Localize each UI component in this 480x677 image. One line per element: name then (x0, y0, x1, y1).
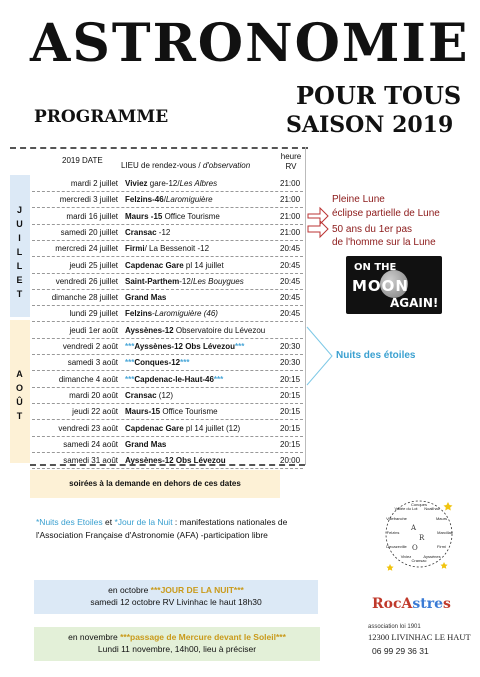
row-heure: 21:00 (280, 179, 301, 188)
table-row (30, 452, 305, 469)
manif-et: et (102, 517, 115, 527)
table-row (30, 273, 305, 290)
row-heure: 20:45 (280, 293, 301, 303)
row-lieu: Cransac -12 (125, 227, 171, 237)
row-heure: 20:30 (280, 342, 301, 351)
logo-ring-name: Firmi (437, 544, 446, 549)
table-bottom-divider (30, 464, 305, 466)
row-heure: 21:00 (280, 211, 301, 221)
col-header-lieu: LIEU de rendez-vous / d'observation (121, 161, 251, 170)
row-heure: 20:15 (280, 374, 301, 384)
row-date: jeudi 25 juillet (69, 260, 118, 270)
note-nuits-des-etoiles: Nuits des étoiles (336, 350, 416, 361)
arrow-icon (306, 220, 330, 240)
row-heure: 20:15 (280, 407, 301, 417)
row-heure: 20:00 (280, 456, 301, 466)
row-heure: 20:45 (280, 244, 301, 254)
row-heure: 21:00 (280, 227, 301, 237)
row-lieu: Felzins-Laromiguière (46) (125, 309, 218, 319)
logo-ring-name: Conques (410, 502, 428, 507)
mercure-line1: en novembre ***passage de Mercure devant le Soleil*** (68, 632, 286, 642)
row-date: vendredi 2 août (62, 342, 118, 351)
row-date: dimanche 28 juillet (51, 293, 118, 303)
month-label-aout: A O Û T (15, 369, 24, 421)
moon-logo-text-3: AGAIN! (390, 296, 439, 310)
row-date: samedi 31 août (63, 456, 118, 466)
row-heure: 20:15 (280, 390, 301, 400)
soirees-banner: soirées à la demande en dehors de ces dates (30, 470, 280, 498)
row-heure: 20:45 (280, 260, 301, 270)
svg-text:R: R (419, 534, 425, 542)
logo-ring-name: Maurs (435, 516, 448, 521)
table-row (30, 305, 305, 322)
row-lieu: Cransac (12) (125, 390, 174, 400)
table-row (30, 387, 305, 404)
row-date: mardi 20 août (69, 390, 118, 400)
table-row (30, 240, 305, 257)
row-lieu: ***Ayssènes-12 Obs Lévezou*** (125, 342, 245, 351)
note-anniversaire-2: de l'homme sur la Lune (332, 237, 436, 248)
logo-ring-name: Ayssènes (423, 554, 441, 560)
programme-heading: PROGRAMME (34, 107, 169, 127)
manif-nuits-label: *Nuits des Etoiles (36, 517, 103, 527)
row-date: mercredi 24 juillet (55, 244, 118, 254)
month-label-july: J U I L L E T (16, 205, 24, 299)
row-date: samedi 24 août (63, 439, 118, 449)
row-lieu: Grand Mas (125, 439, 167, 449)
rocastres-circle-logo (378, 488, 460, 578)
note-pleine-lune: Pleine Lune (332, 194, 385, 205)
logo-ring-name: Cransac (411, 558, 427, 563)
row-date: samedi 3 août (67, 358, 118, 368)
page-subtitle-saison: SAISON 2019 (286, 112, 454, 138)
row-lieu: Maurs-15 Office Tourisme (125, 407, 218, 417)
logo-ring-name: Noailhac (424, 505, 440, 511)
row-lieu: Saint-Parthem-12/Les Bouygues (125, 276, 244, 286)
row-date: mardi 2 juillet (70, 179, 118, 188)
svg-text:O: O (412, 544, 418, 552)
row-date: samedi 20 juillet (60, 227, 118, 237)
row-heure: 20:45 (280, 276, 301, 286)
table-row (30, 322, 305, 339)
table-row (30, 191, 305, 208)
table-row (30, 338, 305, 355)
on-the-moon-again-logo (346, 256, 442, 314)
table-row (30, 208, 305, 225)
logo-ring-name: Felzins (386, 530, 400, 535)
row-lieu: Ayssènes-12 Obs Lévezou (125, 456, 226, 466)
table-row (30, 175, 305, 192)
note-anniversaire-1: 50 ans du 1er pas (332, 224, 413, 235)
row-heure: 20:15 (280, 423, 301, 433)
jour-de-la-nuit-banner (34, 580, 318, 614)
jour-de-la-nuit-line1: en octobre ***JOUR DE LA NUIT*** (108, 585, 244, 595)
association-phone: 06 99 29 36 31 (372, 646, 429, 656)
table-row (30, 354, 305, 371)
logo-ring-name: Villefranche (386, 516, 407, 521)
row-lieu: Ayssènes-12 Observatoire du Lévezou (125, 325, 266, 335)
row-lieu: ***Conques-12*** (125, 358, 190, 368)
logo-ring-name: Marcillac (437, 530, 453, 535)
page-subtitle-pour-tous: POUR TOUS (296, 81, 462, 110)
col-header-heure: heure RV (280, 152, 302, 171)
association-loi: association loi 1901 (368, 624, 421, 630)
mercure-line2: Lundi 11 novembre, 14h00, lieu à préciser (97, 644, 257, 654)
association-city: 12300 LIVINHAC LE HAUT (368, 632, 471, 642)
row-heure: 20:45 (280, 309, 301, 319)
row-date: lundi 29 juillet (69, 309, 118, 319)
row-date: mardi 16 juillet (66, 211, 118, 221)
manifestations-note (36, 516, 316, 542)
col-header-date: 2019 DATE (62, 156, 103, 165)
page-title: ASTRONOMIE (30, 13, 470, 74)
table-row (30, 289, 305, 306)
row-date: jeudi 1er août (69, 325, 118, 335)
row-date: vendredi 23 août (58, 423, 118, 433)
table-row (30, 403, 305, 420)
row-date: vendredi 26 juillet (55, 276, 118, 286)
row-date: mercredi 3 juillet (59, 195, 118, 205)
table-row (30, 257, 305, 274)
logo-ring-name: Decazeville (386, 544, 407, 549)
row-heure: 20:30 (280, 358, 301, 368)
row-date: jeudi 22 août (72, 407, 118, 417)
logo-ring-name: Viviez (400, 554, 412, 560)
row-lieu: ***Capdenac-le-Haut-46*** (125, 374, 224, 384)
row-date: dimanche 4 août (58, 374, 118, 384)
bracket-arrow-icon (306, 325, 336, 389)
table-row (30, 436, 305, 453)
row-heure: 21:00 (280, 195, 301, 205)
jour-de-la-nuit-line2: samedi 12 octobre RV Livinhac le haut 18h30 (90, 597, 262, 607)
row-lieu: Firmi/ La Bessenoit -12 (125, 244, 210, 254)
table-top-divider (10, 147, 308, 149)
row-lieu: Capdenac Gare pl 14 juillet (125, 260, 224, 270)
row-lieu: Felzins-46/Laromiguière (125, 195, 213, 205)
moon-logo-text-1: ON THE (354, 262, 397, 273)
mercure-banner (34, 627, 320, 661)
table-row (30, 224, 305, 241)
table-row (30, 420, 305, 437)
note-eclipse: éclipse partielle de Lune (332, 208, 440, 219)
manif-rest: : manifestations nationales de l'Association Française d'Astronomie (AFA) -participation libre (36, 517, 288, 540)
row-lieu: Maurs -15 Office Tourisme (125, 211, 220, 221)
row-heure: 20:15 (280, 439, 301, 449)
row-lieu: Viviez gare-12/Les Albres (125, 179, 218, 188)
table-row (30, 371, 305, 388)
svg-text:A: A (411, 524, 417, 532)
rocastres-wordmark: RocAstres (372, 596, 451, 612)
moon-logo-text-2: MOON (352, 277, 409, 295)
row-lieu: Grand Mas (125, 293, 167, 303)
row-lieu: Capdenac Gare pl 14 juillet (12) (125, 423, 241, 433)
manif-jour-label: *Jour de la Nuit (114, 517, 173, 527)
logo-ring-name: Vallée du Lot (394, 505, 418, 511)
